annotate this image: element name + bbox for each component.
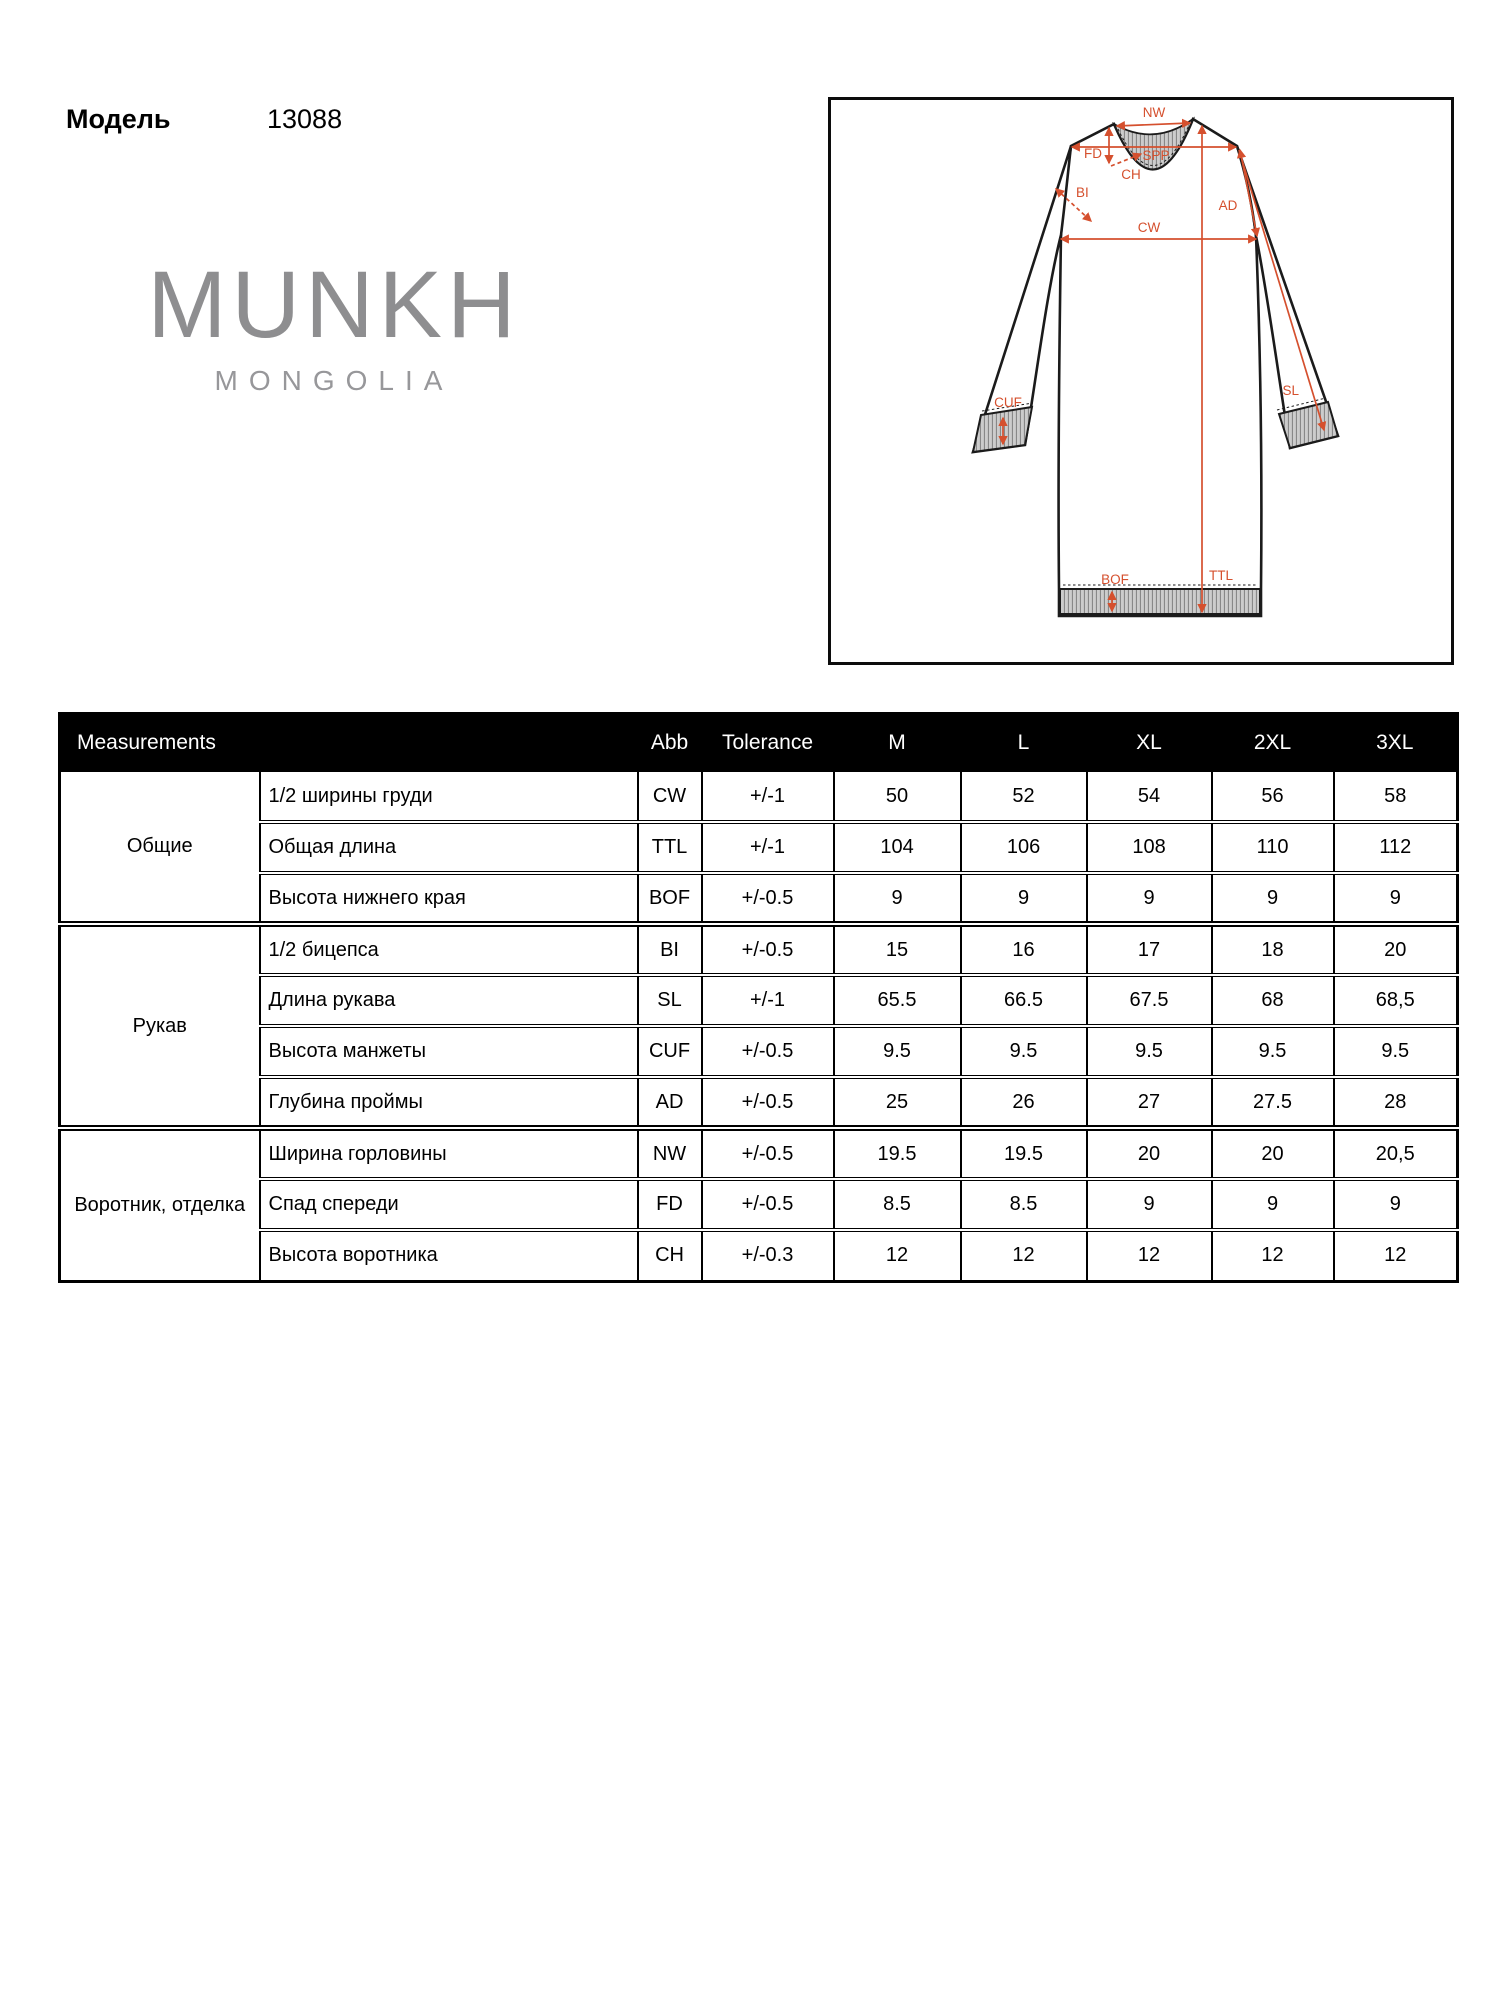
size-cell: 58: [1334, 771, 1458, 822]
size-cell: 9: [1212, 873, 1334, 924]
table-row: [60, 924, 1458, 975]
abb-cell: CUF: [638, 1026, 702, 1077]
table-row: [60, 1128, 1458, 1179]
header-size-m: M: [834, 714, 961, 772]
tolerance-cell: +/-0.5: [702, 924, 834, 975]
size-cell: 8.5: [834, 1179, 961, 1230]
table-row: [60, 1077, 1458, 1128]
abb-cell: NW: [638, 1128, 702, 1179]
tolerance-cell: +/-0.5: [702, 1077, 834, 1128]
size-cell: 12: [961, 1230, 1087, 1281]
size-cell: 9: [1334, 1179, 1458, 1230]
size-cell: 20: [1087, 1128, 1212, 1179]
tolerance-cell: +/-0.5: [702, 1179, 834, 1230]
size-cell: 9.5: [834, 1026, 961, 1077]
size-cell: 12: [1087, 1230, 1212, 1281]
size-cell: 15: [834, 924, 961, 975]
abb-cell: BOF: [638, 873, 702, 924]
table-row: [60, 873, 1458, 924]
size-cell: 112: [1334, 822, 1458, 873]
spp-label: SPP: [1142, 148, 1170, 163]
size-cell: 20: [1212, 1128, 1334, 1179]
header-size-l: L: [961, 714, 1087, 772]
abb-cell: BI: [638, 924, 702, 975]
abb-cell: TTL: [638, 822, 702, 873]
bof-label: BOF: [1101, 572, 1129, 587]
ttl-label: TTL: [1209, 568, 1234, 583]
size-cell: 104: [834, 822, 961, 873]
size-cell: 17: [1087, 924, 1212, 975]
header-abb: Abb: [638, 714, 702, 772]
size-cell: 20,5: [1334, 1128, 1458, 1179]
label-cell: Длина рукава: [260, 975, 638, 1026]
group-cell: Рукав: [60, 924, 260, 1128]
nw-arrow: [1117, 123, 1190, 126]
size-cell: 9: [1212, 1179, 1334, 1230]
header-size-3xl: 3XL: [1334, 714, 1458, 772]
size-cell: 19.5: [834, 1128, 961, 1179]
group-cell: Воротник, отделка: [60, 1128, 260, 1281]
abb-cell: FD: [638, 1179, 702, 1230]
size-cell: 52: [961, 771, 1087, 822]
table-row: [60, 1026, 1458, 1077]
size-cell: 9: [1087, 873, 1212, 924]
header-measurements: Measurements: [60, 714, 638, 772]
garment-sketch-box: [828, 97, 1454, 665]
bi-label: BI: [1076, 185, 1089, 200]
garment-outline: [973, 119, 1338, 616]
group-cell: Общие: [60, 771, 260, 924]
table-row: [60, 1230, 1458, 1281]
size-cell: 9.5: [1212, 1026, 1334, 1077]
size-cell: 9: [834, 873, 961, 924]
tolerance-cell: +/-0.5: [702, 1128, 834, 1179]
size-cell: 20: [1334, 924, 1458, 975]
label-cell: Высота манжеты: [260, 1026, 638, 1077]
label-cell: 1/2 ширины груди: [260, 771, 638, 822]
header-size-xl: XL: [1087, 714, 1212, 772]
abb-cell: AD: [638, 1077, 702, 1128]
abb-cell: SL: [638, 975, 702, 1026]
model-label: Модель: [66, 104, 171, 134]
label-cell: Глубина проймы: [260, 1077, 638, 1128]
size-cell: 12: [834, 1230, 961, 1281]
size-cell: 9: [1087, 1179, 1212, 1230]
size-cell: 110: [1212, 822, 1334, 873]
garment-sketch: [831, 100, 1451, 662]
size-cell: 9.5: [961, 1026, 1087, 1077]
ad-label: AD: [1218, 198, 1238, 213]
sl-label: SL: [1282, 383, 1299, 398]
cuf-label: CUF: [994, 395, 1022, 410]
size-cell: 56: [1212, 771, 1334, 822]
tolerance-cell: +/-1: [702, 975, 834, 1026]
table-row: [60, 822, 1458, 873]
size-cell: 68,5: [1334, 975, 1458, 1026]
size-cell: 18: [1212, 924, 1334, 975]
size-cell: 9.5: [1334, 1026, 1458, 1077]
ch-label: CH: [1121, 167, 1141, 182]
size-cell: 65.5: [834, 975, 961, 1026]
brand-name: MUNKH: [147, 252, 521, 358]
size-cell: 25: [834, 1077, 961, 1128]
size-cell: 27.5: [1212, 1077, 1334, 1128]
size-cell: 26: [961, 1077, 1087, 1128]
size-cell: 9: [961, 873, 1087, 924]
fd-label: FD: [1084, 146, 1102, 161]
label-cell: Ширина горловины: [260, 1128, 638, 1179]
brand-logo: [138, 252, 530, 397]
size-cell: 12: [1212, 1230, 1334, 1281]
table-row: [60, 1179, 1458, 1230]
header-tolerance: Tolerance: [702, 714, 834, 772]
size-cell: 8.5: [961, 1179, 1087, 1230]
label-cell: Высота воротника: [260, 1230, 638, 1281]
size-cell: 106: [961, 822, 1087, 873]
size-table: [58, 712, 1459, 1283]
cw-label: CW: [1137, 220, 1161, 235]
abb-cell: CW: [638, 771, 702, 822]
tolerance-cell: +/-0.5: [702, 873, 834, 924]
tolerance-cell: +/-0.3: [702, 1230, 834, 1281]
size-cell: 50: [834, 771, 961, 822]
size-cell: 27: [1087, 1077, 1212, 1128]
tolerance-cell: +/-1: [702, 822, 834, 873]
size-cell: 54: [1087, 771, 1212, 822]
tolerance-cell: +/-0.5: [702, 1026, 834, 1077]
table-row: [60, 975, 1458, 1026]
label-cell: 1/2 бицепса: [260, 924, 638, 975]
size-cell: 19.5: [961, 1128, 1087, 1179]
size-cell: 67.5: [1087, 975, 1212, 1026]
label-cell: Высота нижнего края: [260, 873, 638, 924]
size-table-header: [60, 714, 1458, 772]
size-cell: 68: [1212, 975, 1334, 1026]
brand-subtitle: MONGOLIA: [214, 365, 454, 396]
header-size-2xl: 2XL: [1212, 714, 1334, 772]
header-row: [60, 714, 1458, 772]
abb-cell: CH: [638, 1230, 702, 1281]
label-cell: Спад спереди: [260, 1179, 638, 1230]
size-cell: 66.5: [961, 975, 1087, 1026]
size-cell: 108: [1087, 822, 1212, 873]
size-cell: 12: [1334, 1230, 1458, 1281]
nw-label: NW: [1142, 105, 1166, 120]
size-cell: 28: [1334, 1077, 1458, 1128]
size-table-body: [60, 771, 1458, 1281]
size-cell: 9: [1334, 873, 1458, 924]
size-cell: 16: [961, 924, 1087, 975]
size-cell: 9.5: [1087, 1026, 1212, 1077]
table-row: [60, 771, 1458, 822]
tolerance-cell: +/-1: [702, 771, 834, 822]
model-number: 13088: [267, 104, 343, 134]
label-cell: Общая длина: [260, 822, 638, 873]
